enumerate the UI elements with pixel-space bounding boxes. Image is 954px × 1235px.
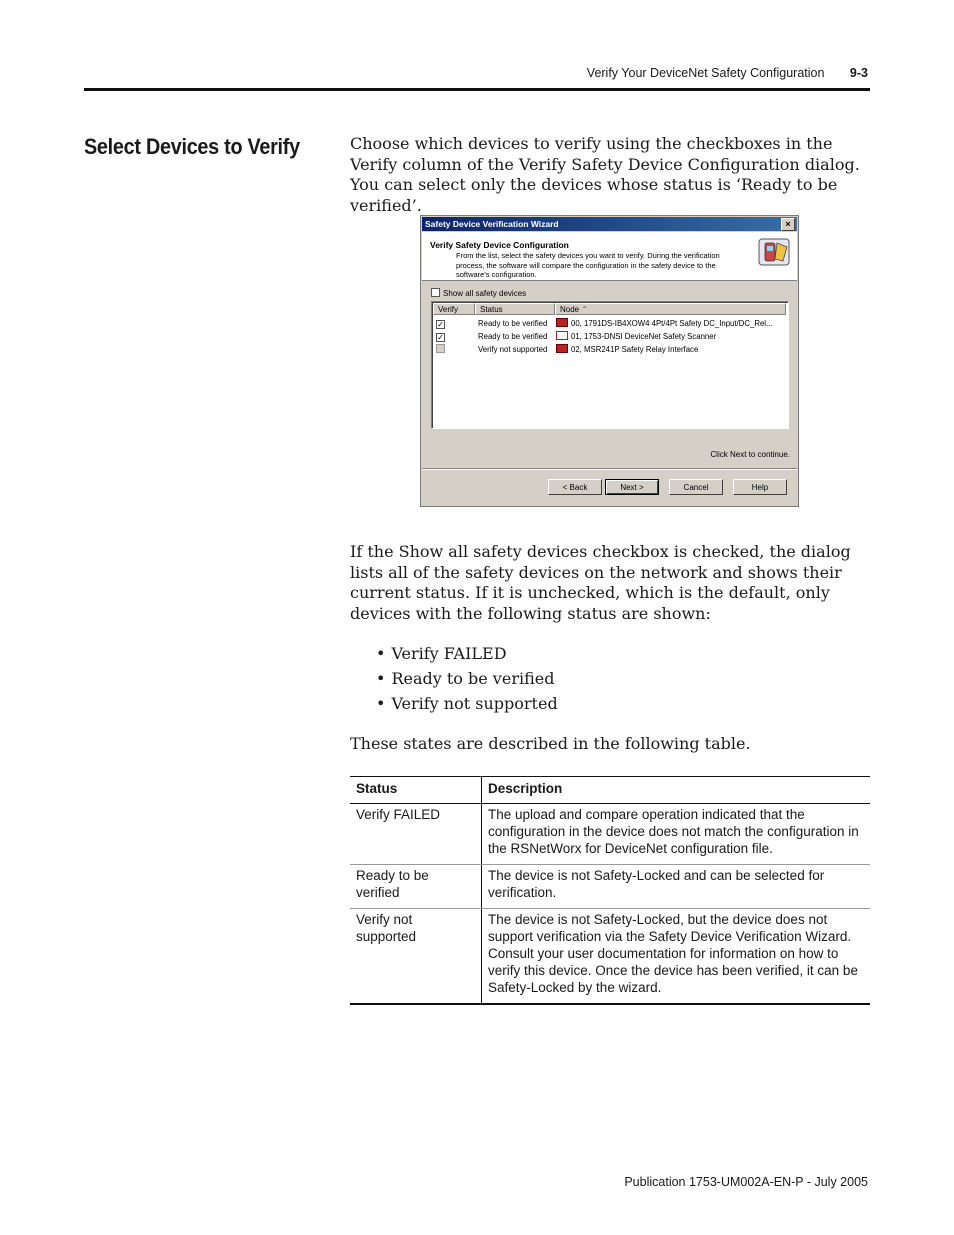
page-number: 9-3 bbox=[849, 66, 868, 80]
device-row[interactable] bbox=[434, 318, 773, 330]
table-cell-description: The device is not Safety-Locked, but the device does not support verification via the Safety Device Verification Wizard. Consult your user documentation for information on how to verify this device. Once the device has been verified, it can be Safety-Locked by the wizard. bbox=[482, 909, 871, 1005]
table-cell-status: Verify not supported bbox=[350, 909, 482, 1005]
dialog-description: From the list, select the safety devices you want to verify. During the verification process, the software will compare the configuration in the safety device to the software's configuration. bbox=[456, 251, 720, 279]
show-all-paragraph: If the Show all safety devices checkbox is checked, the dialog lists all of the safety devices on the network and shows their current status. If it is unchecked, which is the default, only devices with the following status are shown: bbox=[350, 542, 851, 623]
cancel-button[interactable]: Cancel bbox=[669, 479, 723, 495]
device-node: 01, 1753-DNSI DeviceNet Safety Scanner bbox=[571, 332, 717, 341]
dialog-titlebar bbox=[422, 217, 797, 231]
device-status: Ready to be verified bbox=[478, 332, 548, 341]
table-cell-status: Verify FAILED bbox=[350, 804, 482, 865]
device-icon bbox=[556, 318, 568, 327]
table-row bbox=[350, 909, 870, 1005]
table-header-description: Description bbox=[482, 777, 871, 804]
show-all-label: Show all safety devices bbox=[443, 289, 527, 298]
device-status: Ready to be verified bbox=[478, 319, 548, 328]
click-next-hint: Click Next to continue. bbox=[710, 450, 790, 459]
dialog-title: Safety Device Verification Wizard bbox=[425, 219, 559, 229]
header-title: Verify Your DeviceNet Safety Configuration bbox=[586, 66, 825, 80]
device-status: Verify not supported bbox=[478, 345, 548, 354]
table-cell-status: Ready to be verified bbox=[350, 865, 482, 909]
back-button[interactable]: < Back bbox=[548, 479, 602, 495]
status-bullet-list bbox=[376, 644, 558, 719]
verification-wizard-dialog bbox=[420, 215, 799, 507]
running-header bbox=[587, 66, 868, 80]
device-node: 02, MSR241P Safety Relay Interface bbox=[571, 345, 699, 354]
dialog-header-panel bbox=[422, 232, 797, 281]
bullet-item: • Verify FAILED bbox=[376, 644, 558, 669]
device-node: 00, 1791DS-IB4XOW4 4Pt/4Pt Safety DC_Input/DC_Rel... bbox=[571, 319, 773, 328]
device-row[interactable] bbox=[434, 331, 717, 343]
publication-footer: Publication 1753-UM002A-EN-P - July 2005 bbox=[624, 1175, 868, 1189]
bullet-item: • Ready to be verified bbox=[376, 669, 558, 694]
status-table bbox=[350, 776, 870, 1005]
table-row bbox=[350, 804, 870, 865]
verify-checkbox-disabled bbox=[436, 344, 445, 353]
column-header-status[interactable]: Status bbox=[475, 303, 555, 315]
wizard-icon bbox=[757, 237, 791, 267]
show-all-checkbox[interactable] bbox=[431, 288, 526, 298]
help-button[interactable]: Help bbox=[733, 479, 787, 495]
section-title: Select Devices to Verify bbox=[84, 134, 300, 159]
table-row bbox=[350, 865, 870, 909]
column-header-node[interactable]: Node ⌃ bbox=[555, 303, 786, 315]
device-list[interactable] bbox=[431, 301, 789, 429]
table-cell-description: The device is not Safety-Locked and can be selected for verification. bbox=[482, 865, 871, 909]
intro-paragraph: Choose which devices to verify using the checkboxes in the Verify column of the Verify Safety Device Configuration dialog. You can select only the devices whose status is ‘Ready to be verified’. bbox=[350, 134, 860, 215]
dialog-heading: Verify Safety Device Configuration bbox=[430, 240, 569, 250]
table-header-row bbox=[350, 777, 870, 804]
column-header-verify[interactable]: Verify bbox=[433, 303, 475, 315]
scanner-icon bbox=[556, 331, 568, 340]
verify-checkbox[interactable]: ✓ bbox=[437, 320, 444, 329]
table-cell-description: The upload and compare operation indicated that the configuration in the device does not match the configuration in the RSNetWorx for DeviceNet configuration file. bbox=[482, 804, 871, 865]
header-rule bbox=[84, 88, 870, 91]
show-all-checkbox-box[interactable] bbox=[431, 288, 440, 297]
next-button[interactable]: Next > bbox=[605, 479, 659, 495]
table-header-status: Status bbox=[350, 777, 482, 804]
device-icon bbox=[556, 344, 568, 353]
close-icon[interactable]: × bbox=[781, 218, 795, 231]
table-intro-paragraph: These states are described in the following table. bbox=[350, 734, 751, 753]
verify-checkbox[interactable]: ✓ bbox=[437, 333, 444, 342]
device-row bbox=[434, 344, 699, 356]
dialog-separator bbox=[422, 468, 797, 470]
bullet-item: • Verify not supported bbox=[376, 694, 558, 719]
